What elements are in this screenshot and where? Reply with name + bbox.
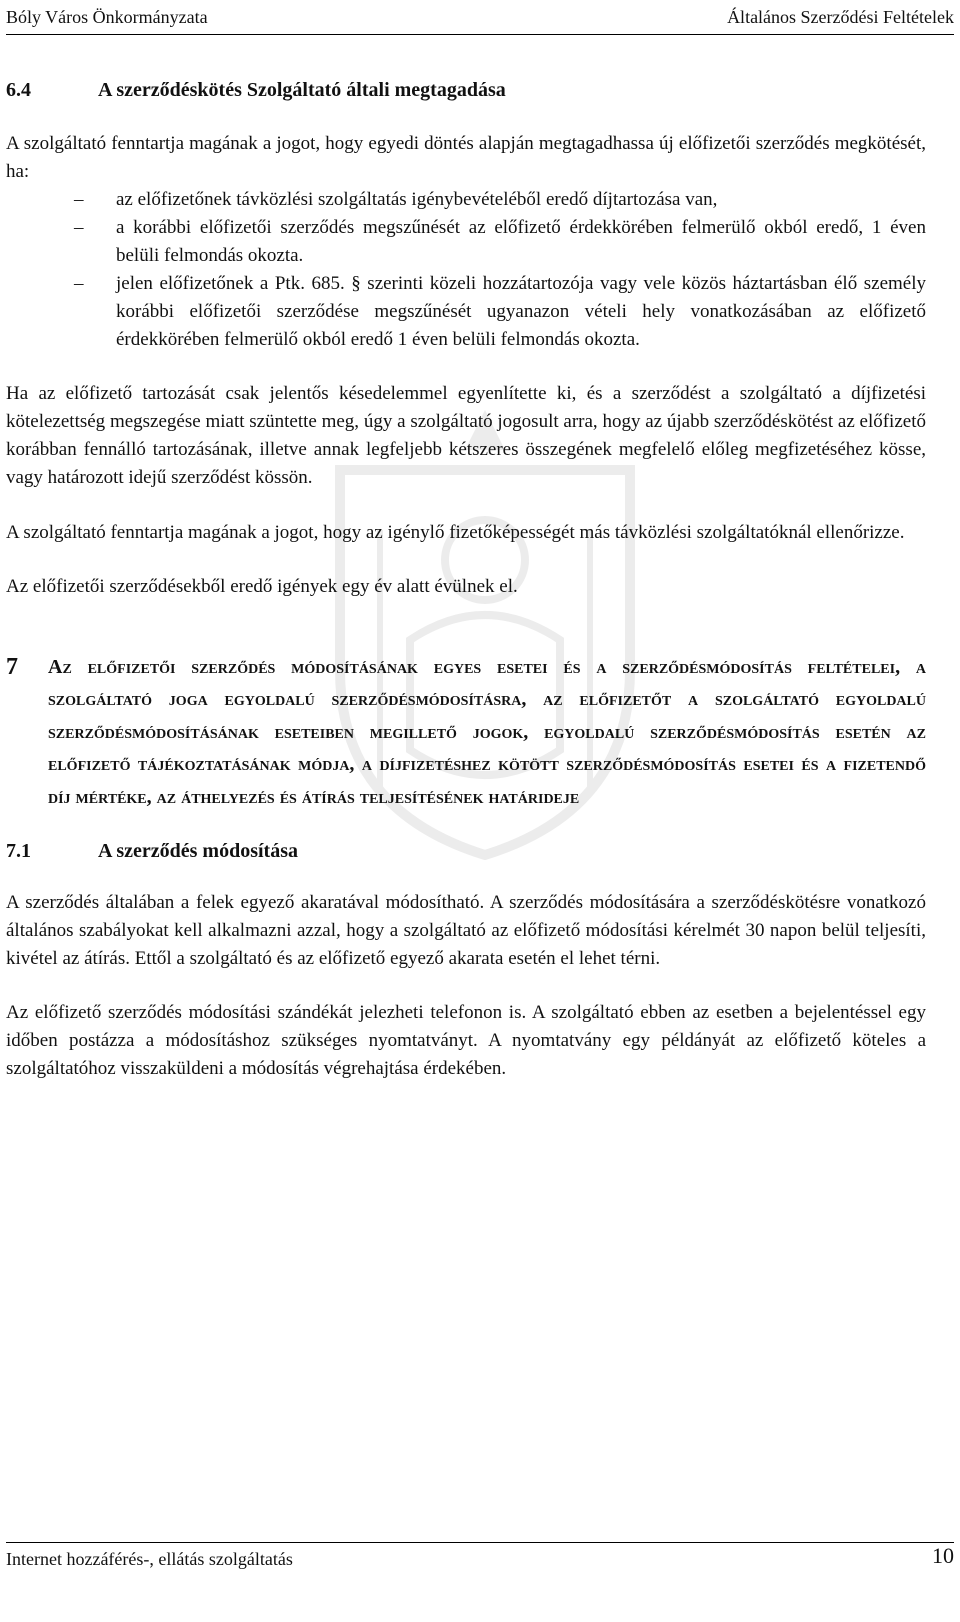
section-number: 7.1 xyxy=(6,840,31,863)
refusal-conditions-list xyxy=(6,186,926,354)
section-6-4-intro: A szolgáltató fenntartja magának a jogot, hogy egyedi döntés alapján megtagadhassa új előfizetői szerződés megkötését, ha: xyxy=(6,133,926,182)
dash-bullet-icon: – xyxy=(74,189,84,210)
section-6-4-heading xyxy=(6,76,926,104)
page-header xyxy=(6,4,954,35)
page-footer xyxy=(6,1542,954,1583)
paragraph: A szolgáltató fenntartja magának a jogot, hogy az igénylő fizetőképességét más távközlési szolgáltatóknál ellenőrizze. xyxy=(6,522,905,543)
section-7-heading xyxy=(6,651,926,813)
section-number: 6.4 xyxy=(6,79,31,101)
page-number: 10 xyxy=(932,1543,954,1568)
section-title: Az előfizetői szerződés módosításának egyes esetei és a szerződésmódosítás feltételei, a szolgáltató joga egyoldalú szerződésmódosításra, az előfizetőt a szolgáltató egyoldalú szerződésmódosításának eseteiben megillető jogok, egyoldalú szerződésmódosítás esetén az előfizető tájékoztatásának módja, a díjfizetéshez kötött szerződésmódosítás esetei és a fizetendő díj mértéke, az áthelyezés és átírás teljesítésének határideje xyxy=(48,656,926,808)
header-organization: Bóly Város Önkormányzata xyxy=(6,7,208,27)
section-title: A szerződéskötés Szolgáltató általi megtagadása xyxy=(98,79,506,101)
paragraph: Az előfizető szerződés módosítási szándékát jelezheti telefonon is. A szolgáltató ebben az esetben a bejelentéssel egy időben postázza a módosításhoz szükséges nyomtatványt. A nyomtatvány egy példányát az előfizető köteles a szolgáltatóhoz visszaküldeni a módosítás végrehajtása érdekében. xyxy=(6,1002,926,1080)
list-item-text: az előfizetőnek távközlési szolgáltatás igénybevételéből eredő díjtartozása van, xyxy=(116,189,718,210)
paragraph: Az előfizetői szerződésekből eredő igények egy év alatt évülnek el. xyxy=(6,576,518,597)
document-body xyxy=(6,74,926,1083)
footer-service-name: Internet hozzáférés-, ellátás szolgáltatás xyxy=(6,1549,293,1569)
section-number: 7 xyxy=(6,654,18,680)
list-item-text: jelen előfizetőnek a Ptk. 685. § szerinti közeli hozzátartozója vagy vele közös háztartásban élő személy korábbi előfizetői szerződése megszűnését ugyanazon vételi hely vonatkozásában az előfizető érdekkörében felmerülő okból eredő 1 éven belüli felmondás okozta. xyxy=(116,273,926,350)
section-7-1-heading xyxy=(6,837,926,865)
list-item xyxy=(6,270,926,354)
list-item-text: a korábbi előfizetői szerződés megszűnését az előfizető érdekkörében felmerülő okból eredő, 1 éven belüli felmondás okozta. xyxy=(116,217,926,266)
paragraph: Ha az előfizető tartozását csak jelentős késedelemmel egyenlítette ki, és a szerződést a szolgáltató a díjfizetési kötelezettség megszegése miatt szüntette meg, úgy a szolgáltató jogosult arra, hogy az újabb szerződéskötést az előfizető korábban fennálló tartozásának, illetve annak legfeljebb kétszeres összegének megfelelő előleg megfizetéséhez kösse, vagy határozott idejű szerződést kössön. xyxy=(6,383,926,488)
paragraph: A szerződés általában a felek egyező akaratával módosítható. A szerződés módosítására a szerződéskötésre vonatkozó általános szabályokat kell alkalmazni azzal, hogy a szolgáltató az előfizető módosítási kérelmét 30 napon belül teljesíti, kivétel az átírás. Ettől a szolgáltató és az előfizető egyező akarata esetén el lehet térni. xyxy=(6,892,926,970)
list-item xyxy=(6,214,926,270)
section-title: A szerződés módosítása xyxy=(98,840,298,863)
dash-bullet-icon: – xyxy=(74,217,84,238)
list-item xyxy=(6,186,926,214)
header-document-title: Általános Szerződési Feltételek xyxy=(727,7,954,27)
dash-bullet-icon: – xyxy=(74,273,84,294)
